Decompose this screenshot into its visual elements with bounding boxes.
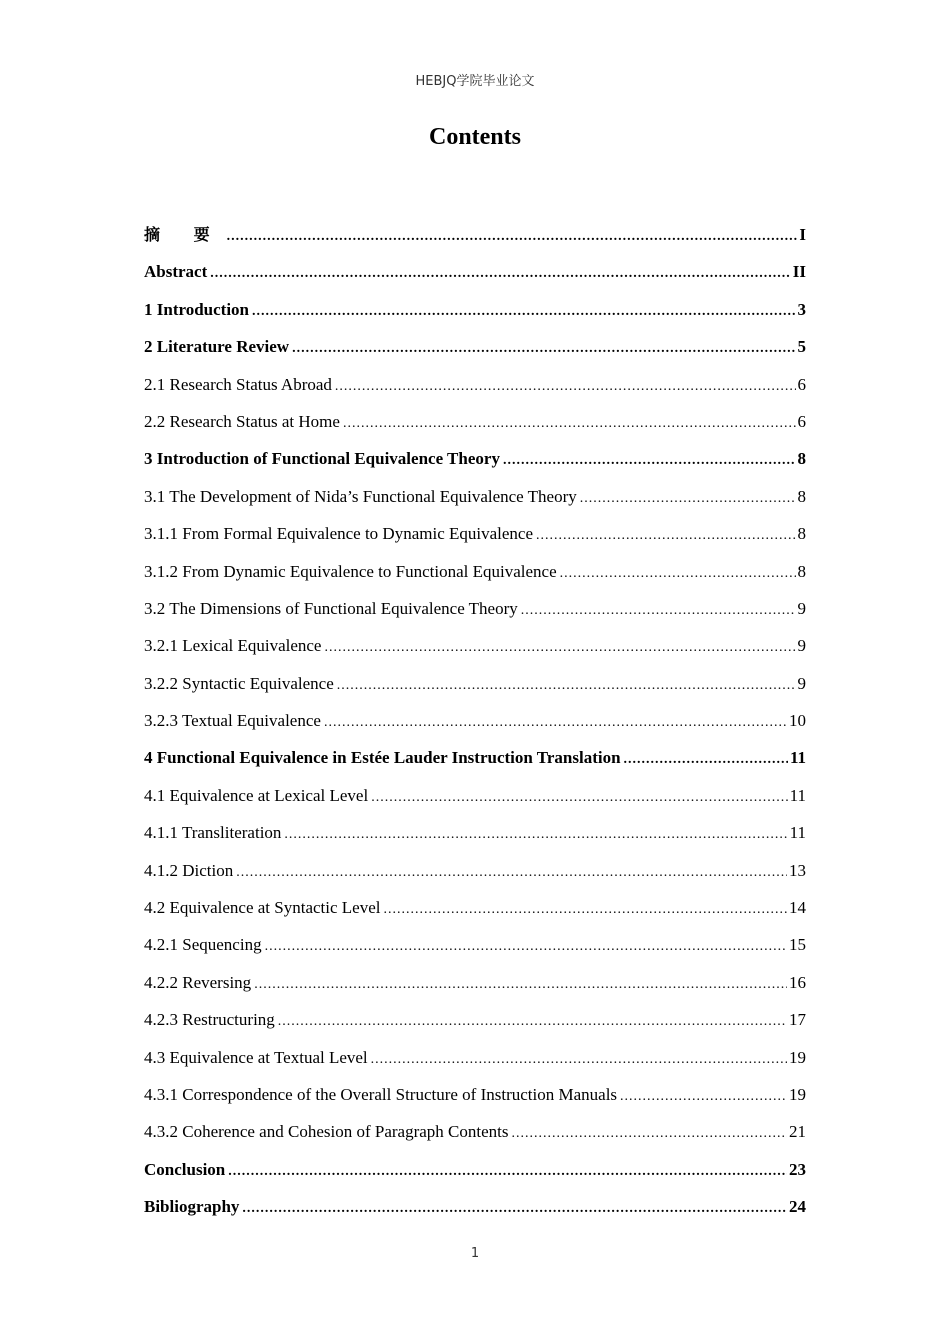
toc-entry-label: 4.1.1 Transliteration: [144, 823, 282, 843]
toc-entry-label: 2 Literature Review: [144, 337, 290, 357]
toc-entry-page-number: 8: [797, 524, 806, 544]
toc-entry-label: 2.1 Research Status Abroad: [144, 374, 332, 394]
toc-entry[interactable]: [144, 627, 806, 664]
toc-dot-leader: [292, 330, 795, 367]
toc-entry-label: 3.1 The Development of Nida’s Functional Equivalence Theory: [144, 486, 577, 506]
toc-entry[interactable]: [144, 440, 806, 477]
toc-entry[interactable]: [144, 553, 806, 590]
toc-entry[interactable]: [144, 366, 806, 403]
toc-entry[interactable]: [144, 1113, 806, 1150]
toc-entry-page-number: 13: [789, 860, 806, 880]
toc-dot-leader: [278, 1003, 787, 1040]
toc-entry-label: 3.2.2 Syntactic Equivalence: [144, 673, 334, 693]
toc-entry-page-number: 21: [789, 1122, 806, 1142]
toc-dot-leader: [624, 741, 788, 778]
toc-entry-label: 3.2 The Dimensions of Functional Equivalence Theory: [144, 598, 518, 618]
toc-entry[interactable]: [144, 1076, 806, 1113]
toc-entry-label: 4 Functional Equivalence in Estée Lauder Instruction Translation: [144, 748, 621, 768]
toc-entry-label: 1 Introduction: [144, 299, 250, 319]
toc-entry-label: 4.2.3 Restructuring: [144, 1010, 275, 1030]
toc-entry-page-number: 23: [789, 1159, 806, 1179]
toc-dot-leader: [252, 293, 795, 330]
toc-entry[interactable]: [144, 739, 806, 776]
running-header: HEBJQ学院毕业论文: [415, 74, 535, 89]
toc-dot-leader: [536, 517, 795, 554]
toc-entry-page-number: I: [799, 225, 806, 244]
toc-dot-leader: [620, 1078, 787, 1115]
toc-entry-label: 4.3 Equivalence at Textual Level: [144, 1047, 368, 1067]
toc-entry[interactable]: [144, 590, 806, 627]
toc-entry-label: 4.2.1 Sequencing: [144, 935, 262, 955]
toc-dot-leader: [384, 891, 788, 928]
table-of-contents: [144, 216, 806, 1226]
toc-entry-label: 4.2.2 Reversing: [144, 972, 252, 992]
toc-entry-page-number: 11: [789, 823, 806, 843]
toc-entry[interactable]: [144, 702, 806, 739]
toc-dot-leader: [371, 779, 787, 816]
toc-entry-label: 4.3.2 Coherence and Cohesion of Paragraph Contents: [144, 1122, 509, 1142]
toc-entry-label: 3.1.2 From Dynamic Equivalence to Functional Equivalence: [144, 561, 557, 581]
toc-entry-label: 3.1.1 From Formal Equivalence to Dynamic Equivalence: [144, 524, 534, 544]
toc-entry-page-number: 3: [797, 299, 806, 319]
toc-entry-page-number: 14: [789, 898, 806, 918]
toc-entry-page-number: 16: [789, 972, 806, 992]
toc-dot-leader: [511, 1115, 787, 1152]
toc-dot-leader: [343, 405, 796, 442]
toc-entry-page-number: II: [792, 262, 806, 282]
toc-entry-page-number: 10: [789, 711, 806, 731]
toc-dot-leader: [284, 816, 787, 853]
toc-entry-page-number: 19: [789, 1084, 806, 1104]
toc-dot-leader: [210, 255, 791, 292]
toc-entry[interactable]: [144, 253, 806, 290]
toc-dot-leader: [337, 667, 796, 704]
toc-entry-page-number: 15: [789, 935, 806, 955]
toc-entry[interactable]: [144, 964, 806, 1001]
toc-entry-page-number: 8: [797, 486, 806, 506]
toc-entry-page-number: 5: [797, 337, 806, 357]
toc-entry[interactable]: [144, 1039, 806, 1076]
toc-entry-page-number: 11: [789, 785, 806, 805]
toc-entry-label: Conclusion: [144, 1159, 226, 1179]
toc-entry-page-number: 9: [797, 673, 806, 693]
toc-entry-page-number: 17: [789, 1010, 806, 1030]
toc-dot-leader: [265, 928, 787, 965]
toc-entry-label: 3.2.3 Textual Equivalence: [144, 711, 321, 731]
toc-dot-leader: [242, 1190, 787, 1227]
toc-dot-leader: [580, 480, 796, 517]
toc-entry[interactable]: [144, 1188, 806, 1225]
toc-entry[interactable]: [144, 814, 806, 851]
toc-entry-label: 3.2.1 Lexical Equivalence: [144, 636, 322, 656]
toc-dot-leader: [335, 368, 796, 405]
toc-dot-leader: [228, 1153, 787, 1190]
toc-entry[interactable]: [144, 403, 806, 440]
toc-entry-page-number: 6: [797, 411, 806, 431]
toc-entry[interactable]: [144, 328, 806, 365]
toc-entry-label: 摘 要: [144, 225, 224, 244]
toc-dot-leader: [236, 854, 787, 891]
toc-dot-leader: [560, 555, 796, 592]
toc-dot-leader: [227, 218, 798, 255]
toc-entry[interactable]: [144, 926, 806, 963]
toc-entry[interactable]: [144, 852, 806, 889]
toc-entry[interactable]: [144, 216, 806, 253]
toc-entry-page-number: 8: [797, 561, 806, 581]
toc-dot-leader: [521, 592, 796, 629]
toc-entry[interactable]: [144, 515, 806, 552]
toc-entry-label: 3 Introduction of Functional Equivalence Theory: [144, 449, 500, 469]
toc-entry-page-number: 8: [797, 449, 806, 469]
toc-entry[interactable]: [144, 1001, 806, 1038]
toc-entry-label: 4.1 Equivalence at Lexical Level: [144, 785, 369, 805]
toc-entry[interactable]: [144, 777, 806, 814]
toc-entry-label: Abstract: [144, 262, 208, 282]
toc-entry[interactable]: [144, 889, 806, 926]
toc-dot-leader: [254, 966, 787, 1003]
toc-entry-label: Bibliography: [144, 1197, 240, 1217]
toc-dot-leader: [503, 442, 796, 479]
toc-entry[interactable]: [144, 1151, 806, 1188]
toc-entry-label: 2.2 Research Status at Home: [144, 411, 340, 431]
toc-entry-page-number: 9: [797, 598, 806, 618]
toc-entry-label: 4.1.2 Diction: [144, 860, 234, 880]
page-title: Contents: [428, 124, 521, 150]
toc-entry-label: 4.2 Equivalence at Syntactic Level: [144, 898, 381, 918]
toc-dot-leader: [324, 629, 795, 666]
toc-entry-page-number: 11: [789, 748, 806, 768]
toc-entry-page-number: 9: [797, 636, 806, 656]
toc-entry[interactable]: [144, 665, 806, 702]
toc-entry-label: 4.3.1 Correspondence of the Overall Structure of Instruction Manuals: [144, 1084, 618, 1104]
toc-dot-leader: [324, 704, 787, 741]
toc-dot-leader: [371, 1041, 787, 1078]
toc-entry[interactable]: [144, 478, 806, 515]
toc-entry-page-number: 6: [797, 374, 806, 394]
toc-entry[interactable]: [144, 291, 806, 328]
page-number: 1: [470, 1246, 480, 1261]
toc-entry-page-number: 24: [789, 1197, 806, 1217]
toc-entry-page-number: 19: [789, 1047, 806, 1067]
